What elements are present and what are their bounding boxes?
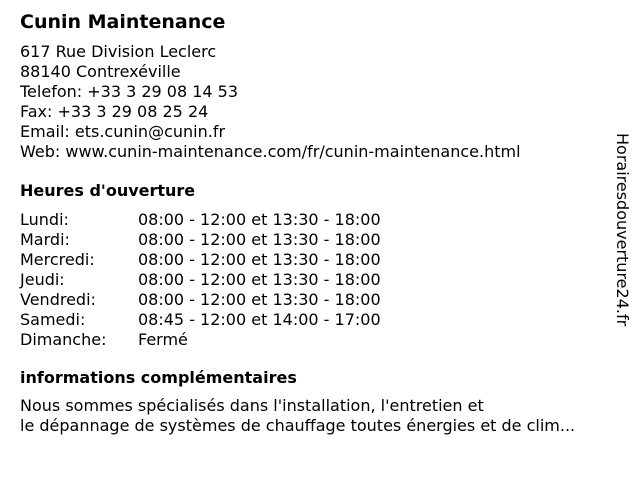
hours-row-wednesday <box>20 250 620 270</box>
opening-hours-heading: Heures d'ouverture <box>20 181 196 200</box>
hours-row-saturday <box>20 310 620 330</box>
hours-time: 08:00 - 12:00 et 13:30 - 18:00 <box>138 270 381 289</box>
telephone-line: Telefon: +33 3 29 08 14 53 <box>20 82 239 101</box>
site-watermark: Horairesdouverture24.fr <box>613 133 632 327</box>
business-card <box>20 10 620 436</box>
hours-row-thursday <box>20 270 620 290</box>
hours-day: Mercredi: <box>20 250 95 269</box>
hours-time: 08:45 - 12:00 et 14:00 - 17:00 <box>138 310 381 329</box>
hours-time: Fermé <box>138 330 188 349</box>
hours-day: Vendredi: <box>20 290 96 309</box>
hours-day: Dimanche: <box>20 330 107 349</box>
business-name: Cunin Maintenance <box>20 11 226 33</box>
hours-day: Mardi: <box>20 230 70 249</box>
email-line: Email: ets.cunin@cunin.fr <box>20 122 226 141</box>
address-city: 88140 Contrexéville <box>20 62 181 81</box>
hours-row-monday <box>20 210 620 230</box>
additional-info-heading: informations complémentaires <box>20 368 297 387</box>
web-line: Web: www.cunin-maintenance.com/fr/cunin-maintenance.html <box>20 142 521 161</box>
hours-time: 08:00 - 12:00 et 13:30 - 18:00 <box>138 210 381 229</box>
hours-time: 08:00 - 12:00 et 13:30 - 18:00 <box>138 290 381 309</box>
hours-day: Jeudi: <box>20 270 65 289</box>
hours-row-tuesday <box>20 230 620 250</box>
info-text-line: le dépannage de systèmes de chauffage toutes énergies et de clim... <box>20 416 576 435</box>
fax-line: Fax: +33 3 29 08 25 24 <box>20 102 209 121</box>
hours-day: Lundi: <box>20 210 69 229</box>
hours-time: 08:00 - 12:00 et 13:30 - 18:00 <box>138 230 381 249</box>
hours-day: Samedi: <box>20 310 86 329</box>
address-street: 617 Rue Division Leclerc <box>20 42 217 61</box>
opening-hours-table <box>20 210 620 350</box>
additional-info-text <box>20 396 620 436</box>
info-text-line: Nous sommes spécialisés dans l'installation, l'entretien et <box>20 396 484 415</box>
hours-row-sunday <box>20 330 620 350</box>
contact-block <box>20 42 620 162</box>
hours-time: 08:00 - 12:00 et 13:30 - 18:00 <box>138 250 381 269</box>
hours-row-friday <box>20 290 620 310</box>
